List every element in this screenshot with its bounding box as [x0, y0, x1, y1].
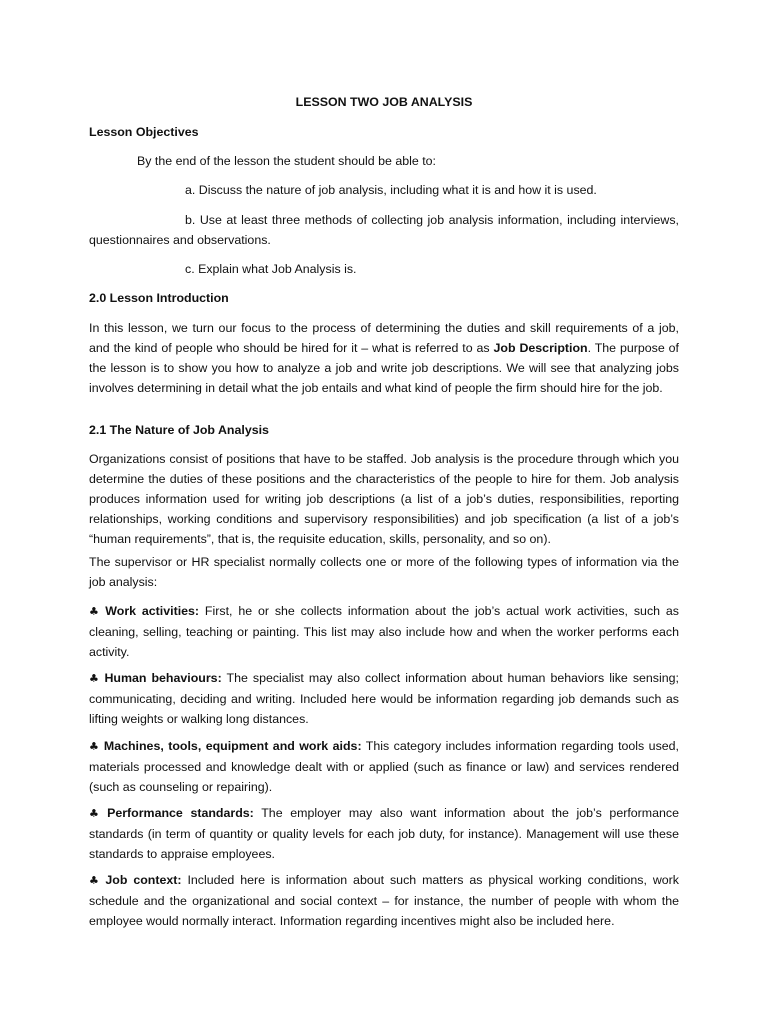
nature-paragraph-1: Organizations consist of positions that have to be staffed. Job analysis is the procedure through which you determine the duties of these positions and the characteristics of the people to hire for them. Job analysis produces information used for writing job descriptions (a list of a job’s duties, responsibilities, reporting relationships, working conditions and supervisory responsibilities) and job specification (a list of a job’s “human requirements”, that is, the requisite education, skills, personality, and so on). [89, 452, 679, 546]
job-description-term: Job Description [493, 341, 588, 355]
bullet-label: Job context: [105, 873, 182, 887]
objective-c: c. Explain what Job Analysis is. [185, 262, 357, 276]
bullet-job-context [89, 870, 679, 931]
club-bullet-icon: ♣ [89, 874, 102, 887]
intro-text-part1: In this lesson, we turn our focus to the process of determining the duties and skill requirements of a job, and the kind of people who should be hired for it – what is referred to as [89, 321, 679, 355]
club-bullet-icon: ♣ [89, 672, 101, 685]
objective-b: b. Use at least three methods of collecting job analysis information, including interviews, questionnaires and observations. [89, 213, 679, 247]
objective-a: a. Discuss the nature of job analysis, including what it is and how it is used. [185, 183, 597, 197]
nature-paragraph-2: The supervisor or HR specialist normally collects one or more of the following types of information via the job analysis: [89, 555, 679, 589]
nature-heading: 2.1 The Nature of Job Analysis [89, 423, 269, 437]
bullet-text: This category includes information regarding tools used, materials processed and knowledge dealt with or applied (such as finance or law) and services rendered (such as counseling or repairing). [89, 739, 679, 794]
intro-text-part2: . The purpose of the lesson is to show you how to analyze a job and write job descriptions. We will see that analyzing jobs involves determining in detail what the job entails and what kind of people the firm should hire for the job. [89, 341, 679, 395]
club-bullet-icon: ♣ [89, 807, 104, 820]
bullet-label: Performance standards: [107, 806, 254, 820]
bullet-machines-tools [89, 736, 679, 797]
bullet-human-behaviours [89, 668, 679, 729]
club-bullet-icon: ♣ [89, 740, 100, 753]
bullet-text: Included here is information about such matters as physical working conditions, work schedule and the organizational and social context – for instance, the number of people with whom the employee would normally interact. Information regarding incentives might also be included here. [89, 873, 679, 928]
objectives-heading: Lesson Objectives [89, 125, 199, 139]
bullet-text: The specialist may also collect information about human behaviors like sensing; communicating, deciding and writing. Included here would be information regarding job demands such as lifting weights or walking long distances. [89, 671, 679, 726]
club-bullet-icon: ♣ [89, 605, 102, 618]
intro-paragraph [89, 318, 679, 398]
intro-heading: 2.0 Lesson Introduction [89, 291, 229, 305]
bullet-label: Work activities: [105, 604, 200, 618]
bullet-work-activities [89, 601, 679, 662]
objectives-intro: By the end of the lesson the student should be able to: [137, 154, 436, 168]
bullet-label: Machines, tools, equipment and work aids: [103, 739, 362, 753]
bullet-performance-standards [89, 803, 679, 864]
bullet-text: The employer may also want information about the job’s performance standards (in term of quantity or quality levels for each job duty, for instance). Management will use these standards to appraise employees. [89, 806, 679, 861]
document-title: LESSON TWO JOB ANALYSIS [295, 95, 473, 109]
bullet-label: Human behaviours: [104, 671, 222, 685]
bullet-text: First, he or she collects information about the job’s actual work activities, such as cleaning, selling, teaching or painting. This list may also include how and when the worker performs each activity. [89, 604, 679, 659]
